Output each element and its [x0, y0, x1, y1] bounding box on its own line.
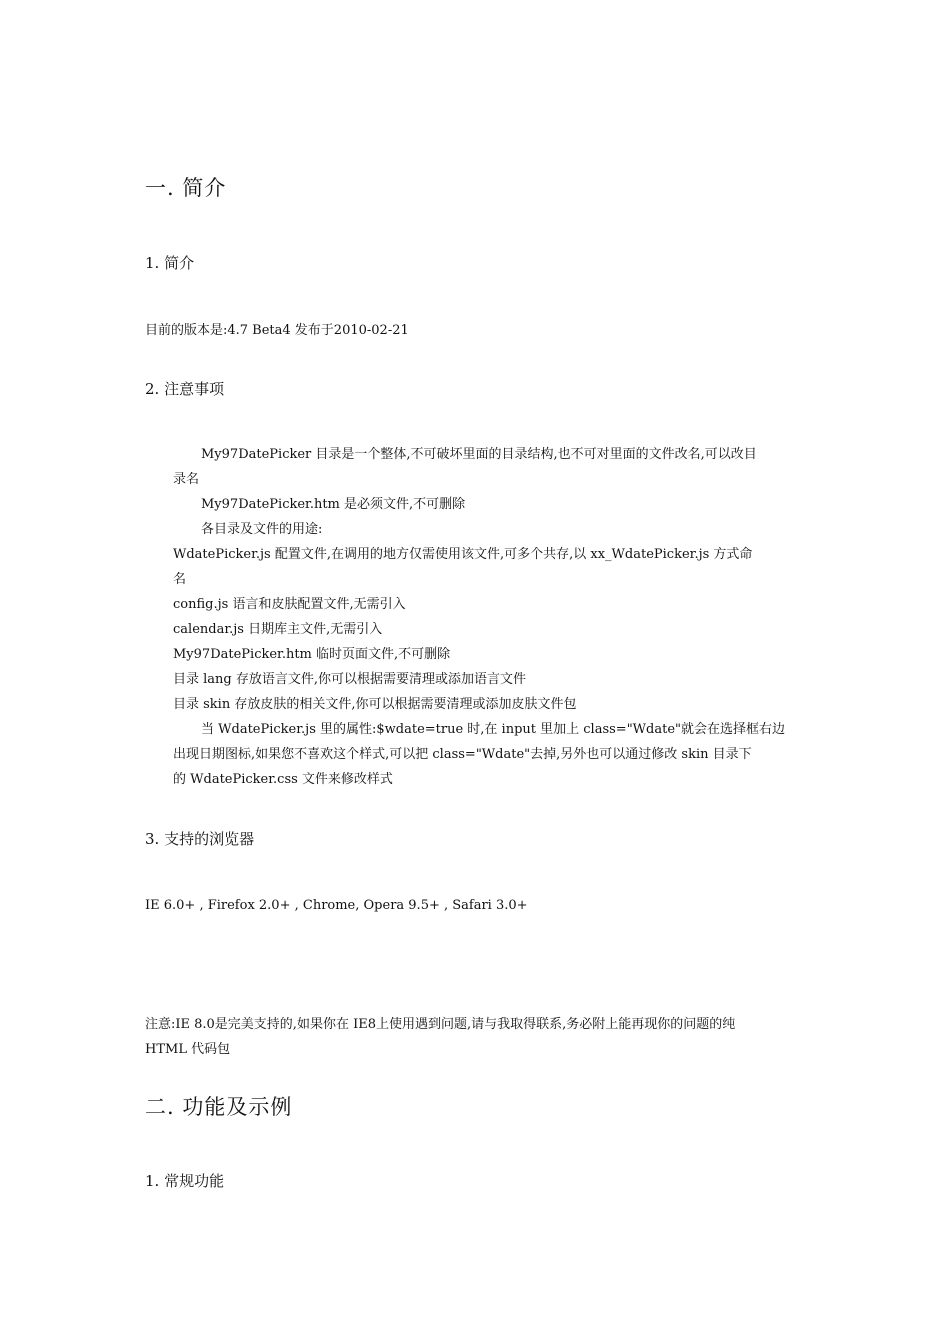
note-line: 各目录及文件的用途:	[201, 522, 323, 537]
browser-list: IE 6.0+ , Firefox 2.0+ , Chrome, Opera 9.5+ , Safari 3.0+	[145, 898, 528, 913]
subsection-1-2-heading: 2. 注意事项	[145, 380, 225, 398]
section-2-heading: 二. 功能及示例	[145, 1095, 293, 1119]
section-1-heading: 一. 简介	[145, 176, 227, 200]
subsection-1-3-heading: 3. 支持的浏览器	[145, 830, 255, 848]
note-line: My97DatePicker.htm 是必须文件,不可删除	[201, 497, 466, 512]
note-line: 目录 skin 存放皮肤的相关文件,你可以根据需要清理或添加皮肤文件包	[173, 697, 577, 712]
note-line: My97DatePicker 目录是一个整体,不可破坏里面的目录结构,也不可对里面的文件改名,可以改目	[201, 447, 757, 462]
note-line: WdatePicker.js 配置文件,在调用的地方仅需使用该文件,可多个共存,以 xx_WdatePicker.js 方式命	[173, 547, 753, 562]
note-line: My97DatePicker.htm 临时页面文件,不可删除	[173, 647, 451, 662]
note-line: calendar.js 日期库主文件,无需引入	[173, 622, 383, 637]
subsection-2-1-heading: 1. 常规功能	[145, 1172, 225, 1190]
notes-block	[173, 442, 813, 792]
note-line: 出现日期图标,如果您不喜欢这个样式,可以把 class="Wdate"去掉,另外也可以通过修改 skin 目录下	[173, 747, 752, 762]
note-line: config.js 语言和皮肤配置文件,无需引入	[173, 597, 406, 612]
note-line: 录名	[173, 472, 200, 487]
note-line: 当 WdatePicker.js 里的属性:$wdate=true 时,在 input 里加上 class="Wdate"就会在选择框右边	[201, 722, 786, 737]
note-line: 名	[173, 572, 187, 587]
subsection-1-1-heading: 1. 简介	[145, 254, 195, 272]
ie8-note-line-1: 注意:IE 8.0是完美支持的,如果你在 IE8上使用遇到问题,请与我取得联系,务必附上能再现你的问题的纯	[145, 1017, 736, 1032]
version-text: 目前的版本是:4.7 Beta4 发布于2010-02-21	[145, 323, 409, 338]
note-line: 的 WdatePicker.css 文件来修改样式	[173, 772, 393, 787]
ie8-note-line-2: HTML 代码包	[145, 1042, 231, 1057]
note-line: 目录 lang 存放语言文件,你可以根据需要清理或添加语言文件	[173, 672, 526, 687]
